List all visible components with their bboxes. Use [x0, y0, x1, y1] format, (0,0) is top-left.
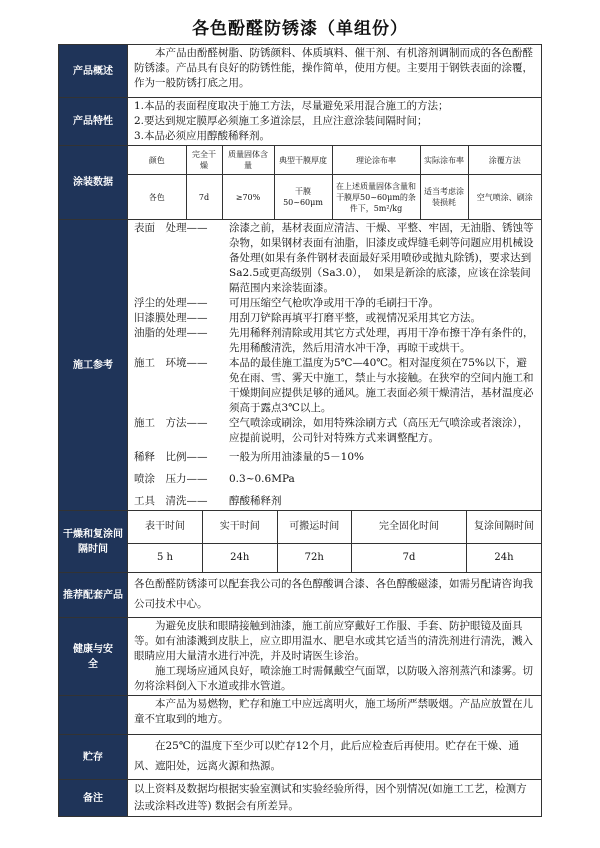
health-paragraph: 施工现场应通风良好，喷涂施工时需佩戴空气面罩，以防吸入溶剂蒸汽和漆雾。切勿将涂料倒入下水道或排水管道。 — [134, 665, 533, 692]
features-list — [128, 98, 542, 146]
drying-value-cell: 72h — [277, 544, 352, 573]
feature-item: 2.要达到规定膜厚必须施工多道涂层，且应注意涂装间隔时间； — [134, 115, 428, 127]
coating-data — [128, 146, 542, 220]
coating-value-cell: 在上述质量固体含量和干膜厚50~60μm的条件下，5m²/kg — [332, 175, 420, 220]
coating-value-cell: 空气喷涂、刷涂 — [476, 192, 533, 202]
construction-key: 旧漆膜处理—— — [134, 312, 208, 324]
construction-value: 空气喷涂或刷涂，如用特殊涂刷方式（高压无气喷涂或者滚涂），应提前说明，公司针对特殊方式来调整配方。 — [229, 417, 529, 444]
construction-item — [134, 446, 535, 465]
coating-header-cell: 颜色 — [128, 146, 186, 175]
drying-header-row — [128, 511, 541, 544]
construction-value: 醇酸稀释剂 — [229, 495, 282, 507]
construction-key: 表面 处理—— — [134, 222, 208, 234]
construction-item — [134, 416, 535, 446]
construction-value: 涂漆之前，基材表面应清洁、干燥、平整、牢固，无油脂、锈蚀等杂物，如果钢材表面有油脂，旧漆皮或焊缝毛刺等问题应用机械设备处理(如果有条件钢材表面最好采用喷砂或抛丸除锈)，要求达到Sa2.5或更高级别（Sa3.0）， 如果是新涂的底漆，应该在涂装间隔范围内来涂装面漆。 — [229, 222, 534, 294]
drying-header-cell: 表干时间 — [128, 511, 203, 544]
coating-value-cell: 适当考虑涂装损耗 — [420, 175, 468, 220]
storage-label: 贮存 — [59, 735, 128, 780]
drying-value-cell: 24h — [494, 552, 514, 563]
notes-row — [59, 780, 542, 817]
construction-value: 本品的最佳施工温度为5℃—40℃。相对湿度须在75%以下，避免在雨、雪、雾天中施工，禁止与水接触。在狭窄的空间内施工和干燥期间应提供足够的通风。施工表面必须干燥清洁，基材温度必须高于露点3℃以上。 — [229, 357, 534, 414]
feature-item: 1.本品的表面程度取决于施工方法，尽量避免采用混合施工的方法； — [134, 100, 449, 112]
drying-header-cell: 可搬运时间 — [277, 511, 352, 544]
coating-header-cell: 质量固体含量 — [222, 146, 274, 175]
notes-text: 以上资料及数据均根据实验室测试和实验经验所得，因个别情况(如施工工艺，检测方法或涂料改进等) 数据会有所差异。 — [128, 780, 542, 817]
health-row — [59, 618, 542, 696]
construction-item — [134, 221, 535, 296]
features-label: 产品特性 — [59, 98, 128, 146]
construction-label: 施工参考 — [59, 220, 128, 511]
construction-key: 稀释 比例—— — [134, 451, 208, 463]
storage-text: 在25℃的温度下至少可以贮存12个月，此后应检查后再使用。贮存在干燥、通风、遮阳处，远离火源和热源。 — [128, 735, 542, 780]
construction-item — [134, 296, 535, 311]
construction-value: 一般为所用油漆量的5－10% — [229, 451, 365, 463]
coating-value-cell: 干膜 50~60μm — [274, 175, 332, 220]
construction-item — [134, 465, 535, 487]
coating-value-cell: 各色 — [128, 175, 186, 220]
coating-value-cell: 7d — [186, 175, 222, 220]
construction-key: 施工 环境—— — [134, 357, 208, 369]
coating-header-cell: 实际涂布率 — [420, 146, 468, 175]
construction-item — [134, 487, 535, 509]
drying-value-cell: 24h — [203, 544, 278, 573]
page-title: 各色酚醛防锈漆（单组份） — [192, 19, 408, 39]
spec-sheet-table — [58, 44, 542, 817]
coating-row — [59, 146, 542, 220]
coating-header-cell: 典型干膜厚度 — [274, 146, 332, 175]
drying-value-cell: 7d — [352, 544, 467, 573]
drying-row — [59, 511, 542, 573]
features-row — [59, 98, 542, 146]
construction-row — [59, 220, 542, 511]
health-label: 健康与安全 — [59, 618, 128, 696]
construction-value: 先用稀释剂清除或用其它方式处理，再用干净布擦干净有条件的，先用稀酸清洗，然后用清水冲干净，再晾干或烘干。 — [229, 327, 534, 354]
coating-header-row — [128, 146, 541, 175]
health-paragraph: 为避免皮肤和眼睛接触到油漆，施工前应穿戴好工作服、手套、防护眼镜及面具等。如有油漆溅到皮肤上，应立即用温水、肥皂水或其它适当的清洗剂进行清洗，溅入眼睛应用大量清水进行冲洗，并及时请医生诊治。 — [134, 620, 533, 662]
recommend-text: 各色酚醛防锈漆可以配套我公司的各色醇酸调合漆、各色醇酸磁漆，如需另配请咨询我公司技术中心。 — [128, 573, 542, 618]
construction-value: 用刮刀铲除再填平打磨平整，或视情况采用其它方法。 — [229, 312, 481, 324]
notes-label: 备注 — [59, 780, 128, 817]
drying-table — [128, 511, 541, 572]
drying-label: 干燥和复涂间隔时间 — [59, 511, 128, 573]
health-paragraph: 本产品为易燃物，贮存和施工中应远离明火，施工场所严禁吸烟。产品应放置在儿童不宜取到的地方。 — [128, 696, 542, 735]
health-label-continued — [59, 696, 128, 735]
overview-text: 本产品由酚醛树脂、防锈颜料、体质填料、催干剂、有机溶剂调制而成的各色酚醛防锈漆。产品具有良好的防锈性能，操作简单，使用方便。主要用于钢铁表面的涂覆，作为一般防锈打底之用。 — [128, 45, 542, 98]
coating-header-cell: 完全干燥 — [186, 146, 222, 175]
construction-value: 可用压缩空气枪吹净或用干净的毛刷扫干净。 — [229, 297, 439, 309]
drying-header-cell: 完全固化时间 — [352, 511, 467, 544]
health-row-continued — [59, 696, 542, 735]
drying-value-row — [128, 544, 541, 573]
overview-row — [59, 45, 542, 98]
recommend-label: 推荐配套产品 — [59, 573, 128, 618]
construction-key: 工具 清洗—— — [134, 495, 208, 507]
drying-header-cell: 实干时间 — [203, 511, 278, 544]
drying-data — [128, 511, 542, 573]
storage-row — [59, 735, 542, 780]
feature-item: 3.本品必须应用醇酸稀释剂。 — [134, 130, 271, 142]
construction-key: 油脂的处理—— — [134, 327, 208, 339]
health-content — [128, 618, 542, 696]
drying-header-cell: 复涂间隔时间 — [467, 511, 542, 544]
construction-key: 浮尘的处理—— — [134, 297, 208, 309]
recommend-row — [59, 573, 542, 618]
construction-item — [134, 326, 535, 356]
coating-table — [128, 146, 541, 219]
coating-header-cell: 理论涂布率 — [332, 146, 420, 175]
construction-key: 施工 方法—— — [134, 417, 208, 429]
construction-value: 0.3~0.6MPa — [229, 473, 295, 485]
construction-item — [134, 356, 535, 416]
construction-item — [134, 311, 535, 326]
coating-label: 涂装数据 — [59, 146, 128, 220]
coating-value-cell: ≥70% — [222, 175, 274, 220]
drying-value-cell: 5 h — [128, 544, 203, 573]
coating-value-row — [128, 175, 541, 220]
overview-label: 产品概述 — [59, 45, 128, 98]
construction-content — [128, 220, 542, 511]
construction-grid — [134, 221, 535, 509]
construction-key: 喷涂 压力—— — [134, 473, 208, 485]
coating-header-cell: 涂覆方法 — [468, 146, 541, 175]
